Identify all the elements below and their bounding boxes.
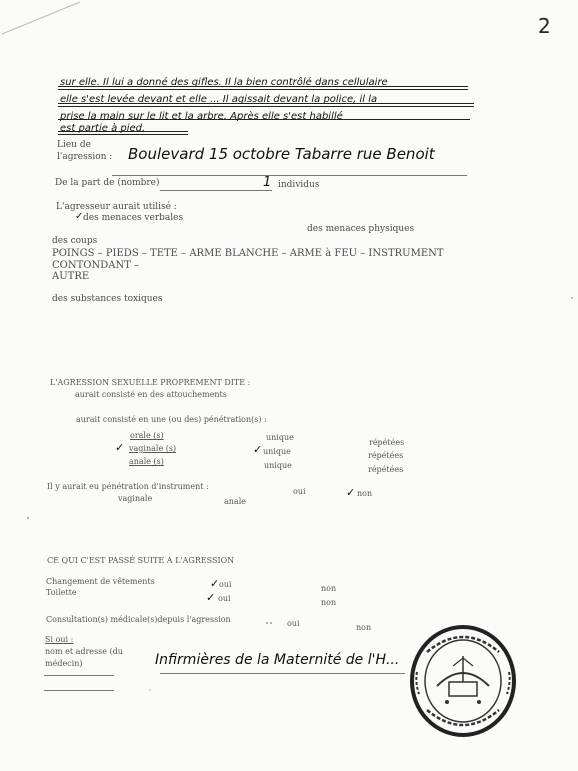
check-mark-non: ✓ [346,486,356,499]
toilette-non: non [321,598,337,607]
penetration-type: vaginale (s) [129,444,177,453]
check-mark-unique: ✓ [253,443,263,456]
instrument-label: Il y aurait eu pénétration d'instrument : [47,482,209,491]
toilette-oui: oui [218,594,231,603]
changement-label: Changement de vêtements [46,577,155,586]
sexuelle-title: L'AGRESSION SEXUELLE PROPREMENT DITE : [50,378,251,387]
nom-adresse-label: nom et adresse (du [45,647,123,656]
page-number: 2 [538,14,551,38]
penetration-unique: unique [264,461,292,470]
penetration-type: anale (s) [129,457,164,466]
toilette-label: Toilette [46,588,77,597]
menaces-verbales: des menaces verbales [83,213,184,223]
agresseur-label: L'agresseur aurait utilisé : [56,202,177,212]
substances-toxiques: des substances toxiques [52,294,163,304]
penetration-type: orale (s) [130,431,164,440]
instrument-anale: anale [224,497,246,506]
penetration-unique: unique [266,433,294,442]
consultation-non: non [356,623,372,632]
penetration-unique: unique [263,447,291,456]
check-mark-toilette: ✓ [206,591,216,604]
consultation-label: Consultation(s) médicale(s)depuis l'agression [46,615,231,624]
penetration-repetee: répétées [368,451,404,460]
lieu-value: Boulevard 15 octobre Tabarre rue Benoit [128,145,435,163]
scribble-line-1: sur elle. Il lui a donné des gifles. Il la bien contrôlé dans cellulaire [60,77,388,88]
changement-oui: oui [219,580,232,589]
si-oui-label: Si oui : [45,635,74,644]
coups-list: POINGS – PIEDS – TETE – ARME BLANCHE – ARME à FEU – INSTRUMENT [52,248,444,259]
medecin-value: Infirmières de la Maternité de l'H... [155,652,400,668]
instrument-non: non [357,489,373,498]
part-unit: individus [278,180,320,190]
scribble-line-4: est partie à pied. [60,123,146,134]
scribble-line-3: prise la main sur le lit et la arbre. Après elle s'est habillé [60,111,343,122]
instrument-oui: oui [293,487,306,496]
penetration-label: aurait consisté en une (ou des) pénétration(s) : [76,415,267,424]
check-mark-changement: ✓ [210,577,220,590]
check-mark-vaginale: ✓ [115,441,125,454]
consultation-oui: oui [287,619,300,628]
suite-title: CE QUI C'EST PASSÉ SUITE A L'AGRESSION [47,556,235,565]
penetration-repetee: répétées [368,465,404,474]
contondant: CONTONDANT – [52,260,140,271]
menaces-physiques: des menaces physiques [307,224,415,234]
part-value: 1 [263,175,272,190]
coups-label: des coups [52,236,98,246]
check-mark-menaces-verbales: ✓ [75,211,84,222]
lieu-label-2: l'agression : [57,152,113,162]
autre: AUTRE [52,271,90,282]
part-label: De la part de (nombre) [55,178,160,188]
scribble-line-2: elle s'est levée devant et elle ... Il agissait devant la police, il la [60,94,378,105]
penetration-repetee: répétées [369,438,405,447]
instrument-vaginale: vaginale [118,494,153,503]
attouchements: aurait consisté en des attouchements [75,390,227,399]
changement-non: non [321,584,337,593]
medecin-label: médecin) [45,659,83,668]
lieu-label-1: Lieu de [57,140,91,150]
